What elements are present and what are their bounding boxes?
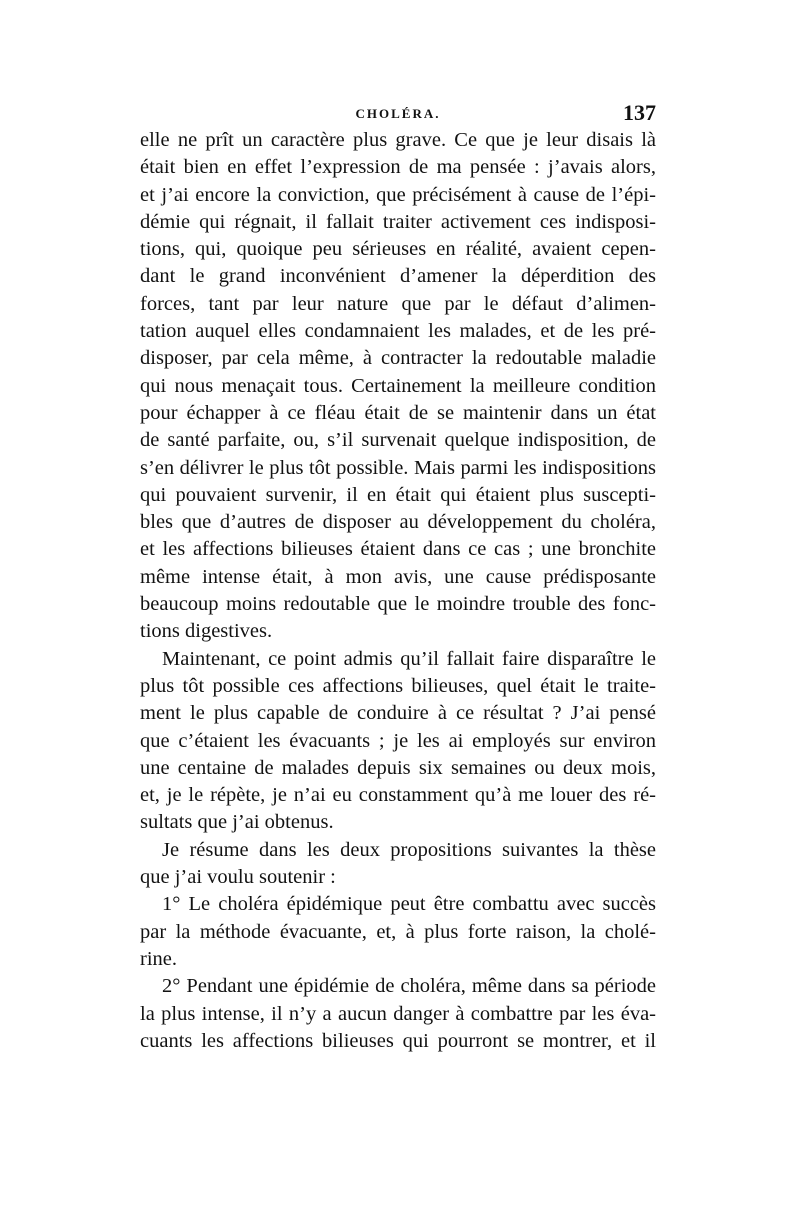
text-line: démie qui régnait, il fallait traiter activement ces indisposi-: [140, 210, 656, 233]
text-line: qui nous menaçait tous. Certainement la meilleure condition: [140, 374, 656, 397]
text-line: beaucoup moins redoutable que le moindre trouble des fonc-: [140, 593, 656, 616]
text-line: la plus intense, il n’y a aucun danger à combattre par les éva-: [140, 1002, 656, 1025]
running-head: [140, 100, 656, 126]
text-line: cuants les affections bilieuses qui pourront se montrer, et il: [140, 1029, 656, 1052]
body-text: [140, 127, 656, 1055]
text-line: était bien en effet l’expression de ma pensée : j’avais alors,: [140, 156, 656, 179]
text-line: rine.: [140, 947, 177, 970]
text-line: même intense était, à mon avis, une cause prédisposante: [140, 565, 656, 588]
text-line: s’en délivrer le plus tôt possible. Mais parmi les indispositions: [140, 456, 656, 479]
text-line: que c’étaient les évacuants ; je les ai employés sur environ: [140, 729, 656, 752]
text-line: ment le plus capable de conduire à ce résultat ? J’ai pensé: [140, 702, 656, 725]
text-line: forces, tant par leur nature que par le défaut d’alimen-: [140, 292, 656, 315]
text-line: par la méthode évacuante, et, à plus forte raison, la cholé-: [140, 920, 656, 943]
text-line: elle ne prît un caractère plus grave. Ce que je leur disais là: [140, 129, 656, 151]
text-line: tions digestives.: [140, 620, 273, 643]
text-line: et j’ai encore la conviction, que précisément à cause de l’épi-: [140, 183, 656, 206]
page-number: 137: [623, 100, 656, 125]
text-line: 2° Pendant une épidémie de choléra, même dans sa période: [162, 975, 656, 998]
text-line: que j’ai voulu soutenir :: [140, 866, 336, 889]
text-line: Je résume dans les deux propositions suivantes la thèse: [162, 838, 656, 861]
text-line: dant le grand inconvénient d’amener la déperdition des: [140, 265, 656, 288]
running-title: CHOLÉRA.: [355, 106, 441, 121]
text-line: pour échapper à ce fléau était de se maintenir dans un état: [140, 401, 656, 424]
text-line: bles que d’autres de disposer au développement du choléra,: [140, 511, 656, 534]
text-line: de santé parfaite, ou, s’il survenait quelque indisposition, de: [140, 429, 656, 452]
text-line: sultats que j’ai obtenus.: [140, 811, 334, 834]
text-line: plus tôt possible ces affections bilieuses, quel était le traite-: [140, 674, 656, 697]
text-line: tions, qui, quoique peu sérieuses en réalité, avaient cepen-: [140, 238, 656, 261]
text-line: Maintenant, ce point admis qu’il fallait faire disparaître le: [162, 647, 656, 670]
text-line: et, je le répète, je n’ai eu constamment qu’à me louer des ré-: [140, 784, 656, 807]
text-line: tation auquel elles condamnaient les malades, et de les pré-: [140, 320, 656, 343]
text-line: disposer, par cela même, à contracter la redoutable maladie: [140, 347, 656, 370]
text-line: et les affections bilieuses étaient dans ce cas ; une bronchite: [140, 538, 656, 561]
text-line: qui pouvaient survenir, il en était qui étaient plus suscepti-: [140, 483, 656, 506]
text-line: 1° Le choléra épidémique peut être combattu avec succès: [162, 893, 656, 916]
text-line: une centaine de malades depuis six semaines ou deux mois,: [140, 756, 656, 779]
